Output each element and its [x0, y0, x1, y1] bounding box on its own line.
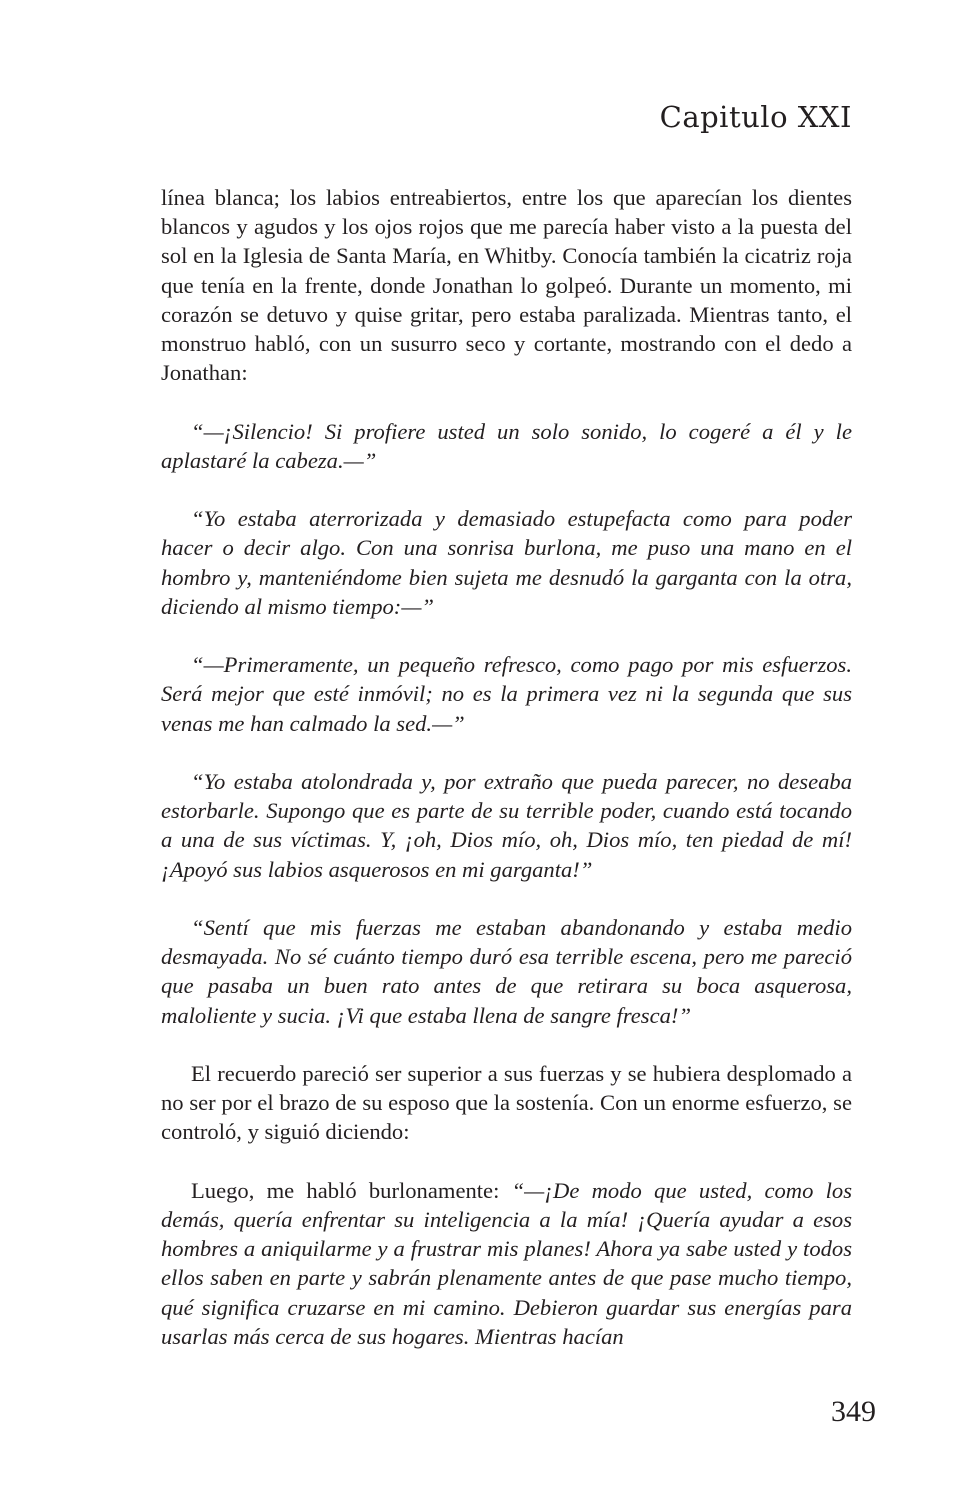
paragraph-5: “Yo estaba atolondrada y, por extraño que pueda parecer, no deseaba estorbarle. Supongo que es parte de su terrible poder, cuando está tocando a una de sus víctimas. Y, ¡oh, Dios mío, oh, Dios mío, ten piedad de mí! ¡Apoyó sus labios asquerosos en mi garganta!” — [161, 769, 852, 882]
paragraph-3: “Yo estaba aterrorizada y demasiado estupefacta como para poder hacer o decir algo. Con una sonrisa burlona, me puso una mano en el hombro y, manteniéndome bien sujeta me desnudó la garganta con la otra, diciendo al mismo tiempo:—” — [161, 506, 852, 619]
paragraph-8-intro: Luego, me habló burlonamente: — [191, 1177, 512, 1203]
paragraph-1: línea blanca; los labios entreabiertos, entre los que aparecían los dientes blancos y agudos y los ojos rojos que me parecía haber visto a la puesta del sol en la Iglesia de Santa María, en Whitby. Conocía también la cicatriz roja que tenía en la frente, donde Jonathan lo golpeó. Durante un momento, mi corazón se detuvo y quise gritar, pero estaba paralizada. Mientras tanto, el monstruo habló, con un susurro seco y cortante, mostrando con el dedo a Jonathan: — [161, 185, 852, 386]
paragraph-6: “Sentí que mis fuerzas me estaban abandonando y estaba medio desmayada. No sé cuánto tiempo duró esa terrible escena, pero me pareció que pasaba un buen rato antes de que retirara su boca asquerosa, maloliente y sucia. ¡Vi que estaba llena de sangre fresca!” — [161, 915, 852, 1028]
paragraph-2: “—¡Silencio! Si profiere usted un solo sonido, lo cogeré a él y le aplastaré la cabeza.—” — [161, 418, 852, 473]
paragraph-8 — [161, 1176, 852, 1351]
chapter-title: Capitulo XXI — [659, 100, 852, 134]
paragraph-8-quote: “—¡De modo que usted, como los demás, quería enfrentar su inteligencia a la mía! ¡Quería ayudar a esos hombres a aniquilarme y a frustrar mis planes! Ahora ya sabe usted y todos ellos saben en parte y sabrán plenamente antes de que pase mucho tiempo, qué significa cruzarse en mi camino. Debieron guardar sus energías para usarlas más cerca de sus hogares. Mientras hacían — [161, 1177, 853, 1349]
body-text — [161, 183, 852, 1351]
paragraph-4: “—Primeramente, un pequeño refresco, como pago por mis esfuerzos. Será mejor que esté inmóvil; no es la primera vez ni la segunda que sus venas me han calmado la sed.—” — [161, 652, 852, 736]
page-number: 349 — [831, 1395, 876, 1428]
paragraph-7: El recuerdo pareció ser superior a sus fuerzas y se hubiera desplomado a no ser por el brazo de su esposo que la sostenía. Con un enorme esfuerzo, se controló, y siguió diciendo: — [161, 1061, 852, 1145]
